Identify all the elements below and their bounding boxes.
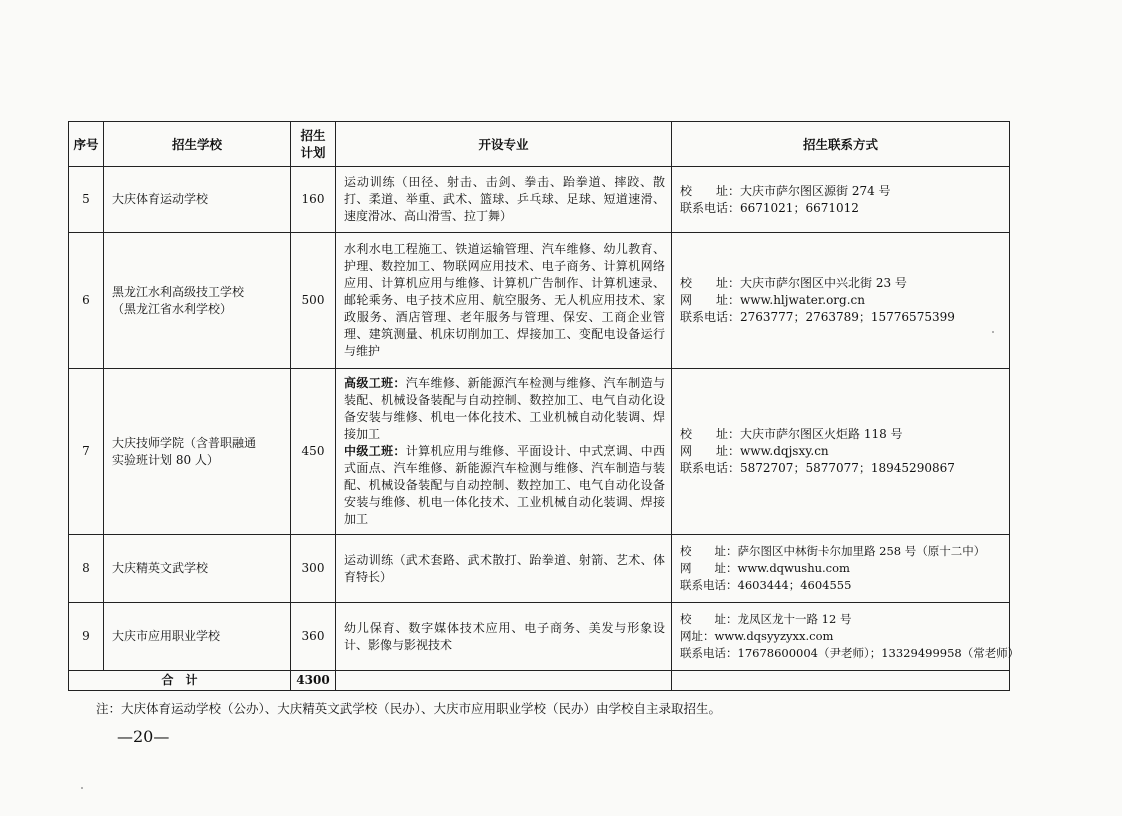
row-num: 5 [69, 167, 104, 233]
major-text: 运动训练（田径、射击、击剑、拳击、跆拳道、摔跤、散打、柔道、举重、武术、篮球、乒乓球、足球、短道速滑、速度滑冰、高山滑雪、拉丁舞） [344, 175, 665, 223]
total-value: 4300 [291, 671, 336, 691]
row-majors [336, 535, 672, 603]
contact-phone: 联系电话：4603444；4604555 [680, 578, 852, 592]
major-group [344, 443, 665, 528]
total-label: 合 计 [69, 671, 291, 691]
table-header-row [69, 122, 1010, 167]
contact-website: 网 址：www.dqwushu.com [680, 561, 850, 575]
total-empty-majors [336, 671, 672, 691]
header-plan-line1: 招生 [300, 128, 326, 143]
major-group-label: 中级工班： [344, 444, 406, 458]
table-row [69, 369, 1010, 535]
contact-phone: 联系电话：2763777；2763789；15776575399 [680, 310, 955, 324]
major-group [344, 375, 665, 443]
enrollment-table [68, 121, 1020, 691]
row-school [104, 369, 291, 535]
row-majors [336, 233, 672, 369]
contact-address: 校 址：大庆市萨尔图区源街 274 号 [680, 183, 891, 198]
contact-phone: 联系电话：17678600004（尹老师）；13329499958（常老师） [680, 646, 1020, 660]
table-row [69, 167, 1010, 233]
header-plan-line2: 计划 [300, 145, 326, 160]
table-row [69, 535, 1010, 603]
row-contact [672, 233, 1010, 369]
row-contact [672, 167, 1010, 233]
contact-website: 网址：www.dqsyyzyxx.com [680, 629, 834, 643]
row-majors [336, 167, 672, 233]
table-row [69, 603, 1010, 671]
header-school: 招生学校 [104, 122, 291, 167]
major-text: 计算机应用与维修、平面设计、中式烹调、中西式面点、汽车维修、新能源汽车检测与维修、汽车制造与装配、机械设备装配与自动控制、数控加工、电气自动化设备安装与维修、机电一体化技术、工业机械自动化装调、焊接加工 [344, 444, 665, 526]
row-contact [672, 535, 1010, 603]
school-name: 大庆技师学院（含普职融通 [112, 435, 257, 450]
row-plan: 160 [291, 167, 336, 233]
header-plan [291, 122, 336, 167]
contact-address: 校 址：大庆市萨尔图区火炬路 118 号 [680, 427, 903, 441]
contact-phone: 联系电话：5872707；5877077；18945290867 [680, 461, 955, 475]
row-majors [336, 369, 672, 535]
row-plan: 450 [291, 369, 336, 535]
table-row [69, 233, 1010, 369]
school-name: 黑龙江水利高级技工学校 [112, 284, 245, 299]
row-school [104, 603, 291, 671]
row-contact [672, 603, 1020, 671]
scan-speck [81, 787, 83, 789]
contact-address: 校 址：龙凤区龙十一路 12 号 [680, 612, 852, 626]
row-num: 9 [69, 603, 104, 671]
row-num: 8 [69, 535, 104, 603]
major-group-label: 高级工班： [344, 376, 406, 390]
row-num: 7 [69, 369, 104, 535]
school-name: 大庆市应用职业学校 [112, 629, 221, 643]
total-row [69, 671, 1010, 691]
row-school [104, 535, 291, 603]
row-contact [672, 369, 1010, 535]
row-plan: 300 [291, 535, 336, 603]
school-name: 大庆精英文武学校 [112, 561, 209, 575]
contact-address: 校 址：大庆市萨尔图区中兴北街 23 号 [680, 276, 907, 290]
contact-website: 网 址：www.hljwater.org.cn [680, 293, 865, 307]
footnote: 注：大庆体育运动学校（公办）、大庆精英文武学校（民办）、大庆市应用职业学校（民办）由学校自主录取招生。 [96, 701, 722, 716]
total-empty-contact [672, 671, 1010, 691]
header-majors: 开设专业 [336, 122, 672, 167]
major-text: 汽车维修、新能源汽车检测与维修、汽车制造与装配、机械设备装配与自动控制、数控加工、电气自动化设备安装与维修、机电一体化技术、工业机械自动化装调、焊接加工 [344, 376, 665, 441]
header-num: 序号 [69, 122, 104, 167]
school-alt-name: （黑龙江省水利学校） [112, 301, 233, 316]
header-contact: 招生联系方式 [672, 122, 1010, 167]
school-name-cont: 实验班计划 80 人） [112, 452, 219, 467]
school-name: 大庆体育运动学校 [112, 192, 209, 206]
major-text: 运动训练（武术套路、武术散打、跆拳道、射箭、艺术、体育特长） [344, 552, 665, 584]
contact-address: 校 址：萨尔图区中林街卡尔加里路 258 号（原十二中） [680, 544, 986, 558]
page-number: —20— [117, 727, 170, 746]
contact-phone: 联系电话：6671021；6671012 [680, 200, 859, 215]
major-text: 幼儿保育、数字媒体技术应用、电子商务、美发与形象设计、影像与影视技术 [344, 620, 665, 652]
row-school [104, 233, 291, 369]
major-text: 水利水电工程施工、铁道运输管理、汽车维修、幼儿教育、护理、数控加工、物联网应用技术、电子商务、计算机网络应用、计算机应用与维修、计算机广告制作、计算机速录、邮轮乘务、电子技术应用、航空服务、无人机应用技术、家政服务、酒店管理、老年服务与管理、保安、工商企业管理、建筑测量、机床切削加工、焊接加工、变配电设备运行与维护 [344, 242, 665, 358]
row-plan: 360 [291, 603, 336, 671]
row-school [104, 167, 291, 233]
row-majors [336, 603, 672, 671]
scan-speck [992, 331, 994, 333]
row-num: 6 [69, 233, 104, 369]
contact-website: 网 址：www.dqjsxy.cn [680, 444, 829, 458]
row-plan: 500 [291, 233, 336, 369]
